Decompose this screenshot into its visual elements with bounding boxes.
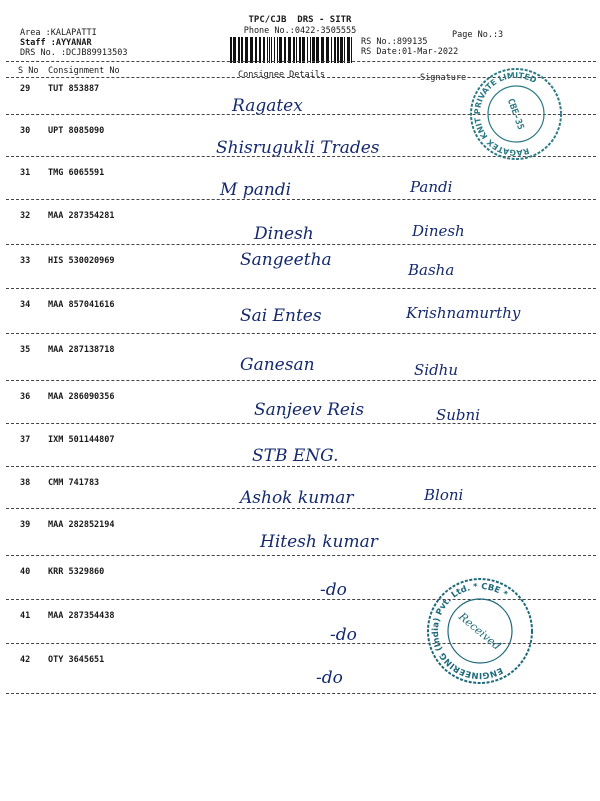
row-consignment-no: CMM 741783 bbox=[48, 478, 100, 488]
barcode-bar bbox=[271, 37, 272, 63]
row-divider bbox=[6, 693, 596, 694]
barcode-bar bbox=[334, 37, 336, 63]
barcode-bar bbox=[259, 37, 261, 63]
row-sno: 41 bbox=[20, 611, 31, 621]
barcode-bar bbox=[337, 37, 339, 63]
barcode-bar bbox=[230, 37, 232, 63]
row-consignee-handwriting: M pandi bbox=[220, 180, 292, 200]
row-sno: 36 bbox=[20, 392, 31, 402]
barcode-bar bbox=[288, 37, 291, 63]
row-sno: 40 bbox=[20, 567, 31, 577]
document-title: TPC/CJB DRS - SITR bbox=[248, 15, 352, 25]
row-sno: 33 bbox=[20, 256, 31, 266]
barcode-bar bbox=[331, 37, 332, 63]
row-sno: 34 bbox=[20, 300, 31, 310]
page-number: Page No.:3 bbox=[452, 30, 504, 40]
row-consignee-handwriting: Sangeetha bbox=[240, 250, 332, 270]
row-consignment-no: MAA 287354281 bbox=[48, 211, 115, 221]
barcode-bar bbox=[312, 37, 315, 63]
rs-date: RS Date:01-Mar-2022 bbox=[361, 47, 459, 57]
header-divider bbox=[6, 61, 596, 62]
barcode-bar bbox=[351, 37, 352, 63]
row-divider bbox=[6, 466, 596, 467]
area-label: Area :KALAPATTI bbox=[20, 28, 97, 38]
row-signature: Bloni bbox=[424, 486, 464, 504]
row-divider bbox=[6, 555, 596, 556]
rs-number: RS No.:899135 bbox=[361, 37, 428, 47]
row-consignee-handwriting: Ashok kumar bbox=[240, 488, 354, 508]
row-signature: Krishnamurthy bbox=[406, 304, 521, 322]
row-divider bbox=[6, 423, 596, 424]
barcode-bar bbox=[255, 37, 257, 63]
barcode-bar bbox=[340, 37, 343, 63]
row-sno: 38 bbox=[20, 478, 31, 488]
row-sno: 37 bbox=[20, 435, 31, 445]
row-consignment-no: MAA 857041616 bbox=[48, 300, 115, 310]
phone-number: Phone No.:0422-3505555 bbox=[243, 26, 357, 36]
row-consignee-handwriting: Sanjeev Reis bbox=[254, 400, 365, 420]
barcode-bar bbox=[293, 37, 295, 63]
row-sno: 29 bbox=[20, 84, 31, 94]
barcode-bar bbox=[347, 37, 350, 63]
row-consignment-no: MAA 286090356 bbox=[48, 392, 115, 402]
row-consignment-no: MAA 287138718 bbox=[48, 345, 115, 355]
row-consignee-handwriting: Ragatex bbox=[232, 96, 303, 116]
barcode-bar bbox=[321, 37, 324, 63]
barcode-bar bbox=[326, 37, 329, 63]
row-consignee-handwriting: -do bbox=[320, 580, 347, 600]
row-signature: Dinesh bbox=[412, 222, 465, 240]
received-center-text: Received bbox=[456, 610, 504, 653]
barcode-bar bbox=[307, 37, 308, 63]
col-sno: S No bbox=[18, 66, 39, 76]
col-signature: Signature bbox=[420, 73, 467, 83]
row-consignment-no: TUT 853887 bbox=[48, 84, 100, 94]
row-consignee-handwriting: Dinesh bbox=[254, 224, 314, 244]
row-signature: Basha bbox=[408, 261, 455, 279]
barcode-bar bbox=[316, 37, 319, 63]
barcode-bar bbox=[274, 37, 275, 63]
row-consignment-no: HIS 530020969 bbox=[48, 256, 115, 266]
row-consignment-no: UPT 8085090 bbox=[48, 126, 105, 136]
row-consignment-no: IXM 501144807 bbox=[48, 435, 115, 445]
barcode-bar bbox=[279, 37, 282, 63]
barcode-bar bbox=[241, 37, 243, 63]
row-consignment-no: OTY 3645651 bbox=[48, 655, 105, 665]
barcode-bar bbox=[284, 37, 286, 63]
row-consignee-handwriting: -do bbox=[330, 625, 357, 645]
row-sno: 39 bbox=[20, 520, 31, 530]
barcode-bar bbox=[310, 37, 311, 63]
row-divider bbox=[6, 199, 596, 200]
row-signature: Subni bbox=[436, 406, 480, 424]
barcode-bar bbox=[250, 37, 253, 63]
row-consignee-handwriting: Shisrugukli Trades bbox=[216, 138, 380, 158]
row-consignment-no: MAA 287354438 bbox=[48, 611, 115, 621]
col-consignment: Consignment No bbox=[48, 66, 120, 76]
row-signature: Pandi bbox=[410, 178, 453, 196]
seal-ring-text: RAGATEX KNIT PRIVATE LIMITED bbox=[472, 70, 538, 158]
row-consignee-handwriting: Sai Entes bbox=[240, 306, 322, 326]
row-consignment-no: KRR 5329860 bbox=[48, 567, 105, 577]
row-divider bbox=[6, 244, 596, 245]
received-stamp-icon bbox=[424, 575, 536, 687]
row-divider bbox=[6, 380, 596, 381]
row-consignee-handwriting: Hitesh kumar bbox=[260, 532, 378, 552]
barcode-icon bbox=[230, 37, 355, 63]
barcode-bar bbox=[245, 37, 248, 63]
row-sno: 30 bbox=[20, 126, 31, 136]
col-consignee: Consignee Details bbox=[238, 70, 325, 80]
row-consignment-no: TMG 6065591 bbox=[48, 168, 105, 178]
row-sno: 35 bbox=[20, 345, 31, 355]
seal-center-text: CBE-35 bbox=[504, 97, 526, 132]
barcode-bar bbox=[296, 37, 297, 63]
barcode-bar bbox=[302, 37, 305, 63]
barcode-bar bbox=[277, 37, 278, 63]
row-divider bbox=[6, 508, 596, 509]
company-seal-icon bbox=[468, 66, 564, 162]
barcode-bar bbox=[267, 37, 268, 63]
barcode-bar bbox=[299, 37, 301, 63]
barcode-bar bbox=[233, 37, 236, 63]
row-sno: 32 bbox=[20, 211, 31, 221]
row-divider bbox=[6, 288, 596, 289]
row-signature: Sidhu bbox=[414, 361, 458, 379]
received-ring-text: ENGINEERING (India) Pvt. Ltd. * CBE * bbox=[430, 581, 510, 681]
row-consignee-handwriting: STB ENG. bbox=[252, 446, 339, 466]
barcode-bar bbox=[263, 37, 265, 63]
staff-label: Staff :AYYANAR bbox=[20, 38, 92, 48]
barcode-bar bbox=[344, 37, 345, 63]
barcode-bar bbox=[269, 37, 270, 63]
barcode-bar bbox=[238, 37, 240, 63]
row-consignee-handwriting: -do bbox=[316, 668, 343, 688]
row-consignee-handwriting: Ganesan bbox=[240, 355, 315, 375]
row-sno: 42 bbox=[20, 655, 31, 665]
row-consignment-no: MAA 282852194 bbox=[48, 520, 115, 530]
row-sno: 31 bbox=[20, 168, 31, 178]
drs-number: DRS No. :DCJB89913503 bbox=[20, 48, 128, 58]
row-divider bbox=[6, 333, 596, 334]
